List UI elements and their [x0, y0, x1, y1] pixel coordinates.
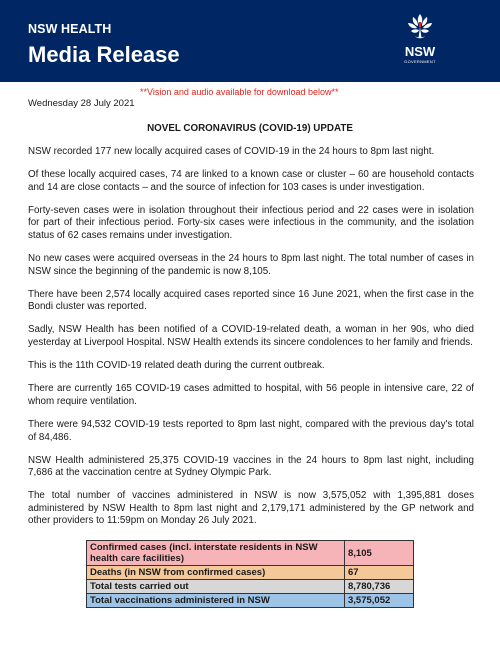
paragraph: NSW recorded 177 new locally acquired cases of COVID-19 in the 24 hours to 8pm last night. [28, 146, 435, 157]
paragraph: There have been 2,574 locally acquired cases reported since 16 June 2021, when the first case in the Bondi cluster was reported. [28, 288, 474, 313]
row-label: Deaths (in NSW from confirmed cases) [87, 566, 345, 580]
logo-subtext: GOVERNMENT [404, 59, 436, 64]
row-label: Confirmed cases (incl. interstate residents in NSW health care facilities) [87, 541, 345, 566]
row-value: 3,575,052 [345, 594, 414, 608]
release-body [28, 146, 474, 539]
table-row-deaths [87, 566, 414, 580]
summary-table [86, 540, 414, 608]
organisation-name: NSW HEALTH [28, 22, 112, 36]
row-value: 67 [345, 566, 414, 580]
paragraph: NSW Health administered 25,375 COVID-19 vaccines in the 24 hours to 8pm last night, including 7,686 at the vaccination centre at Sydney Olympic Park. [28, 454, 474, 479]
nsw-government-logo [392, 12, 448, 74]
header-banner [0, 0, 500, 82]
row-label: Total tests carried out [87, 580, 345, 594]
table-row-confirmed-cases [87, 541, 414, 566]
release-title: NOVEL CORONAVIRUS (COVID-19) UPDATE [147, 123, 353, 134]
row-value: 8,780,736 [345, 580, 414, 594]
release-date: Wednesday 28 July 2021 [28, 98, 135, 109]
table-row-total-tests [87, 580, 414, 594]
row-value: 8,105 [345, 541, 414, 566]
logo-wordmark: NSW [404, 44, 436, 59]
table-row-total-vaccinations [87, 594, 414, 608]
paragraph: This is the 11th COVID-19 related death during the current outbreak. [28, 360, 325, 372]
paragraph: The total number of vaccines administered in NSW is now 3,575,052 with 1,395,881 doses administered by NSW Health to 8pm last night and 2,179,171 administered by the GP network and other providers to 11:59pm on Monday 26 July 2021. [28, 490, 474, 527]
document-type: Media Release [28, 42, 180, 67]
paragraph: Sadly, NSW Health has been notified of a COVID-19-related death, a woman in her 90s, who died yesterday at Liverpool Hospital. NSW Health extends its sincere condolences to her family and friends. [28, 324, 474, 349]
paragraph: There were 94,532 COVID-19 tests reported to 8pm last night, compared with the previous day's total of 84,486. [28, 418, 474, 443]
row-label: Total vaccinations administered in NSW [87, 594, 345, 608]
waratah-icon [404, 12, 436, 44]
paragraph: No new cases were acquired overseas in the 24 hours to 8pm last night. The total number of cases in NSW since the beginning of the pandemic is now 8,105. [28, 253, 474, 277]
paragraph: Of these locally acquired cases, 74 are linked to a known case or cluster – 60 are household contacts and 14 are close contacts – and the source of infection for 103 cases is under investigation. [28, 169, 474, 193]
paragraph: There are currently 165 COVID-19 cases admitted to hospital, with 56 people in intensive care, 22 of whom require ventilation. [28, 383, 474, 407]
vision-audio-notice: **Vision and audio available for download below** [140, 87, 339, 97]
paragraph: Forty-seven cases were in isolation throughout their infectious period and 22 cases were in isolation for part of their infectious period. Forty-six cases were infectious in the community, and the isolation status of 62 cases remains under investigation. [28, 204, 474, 241]
